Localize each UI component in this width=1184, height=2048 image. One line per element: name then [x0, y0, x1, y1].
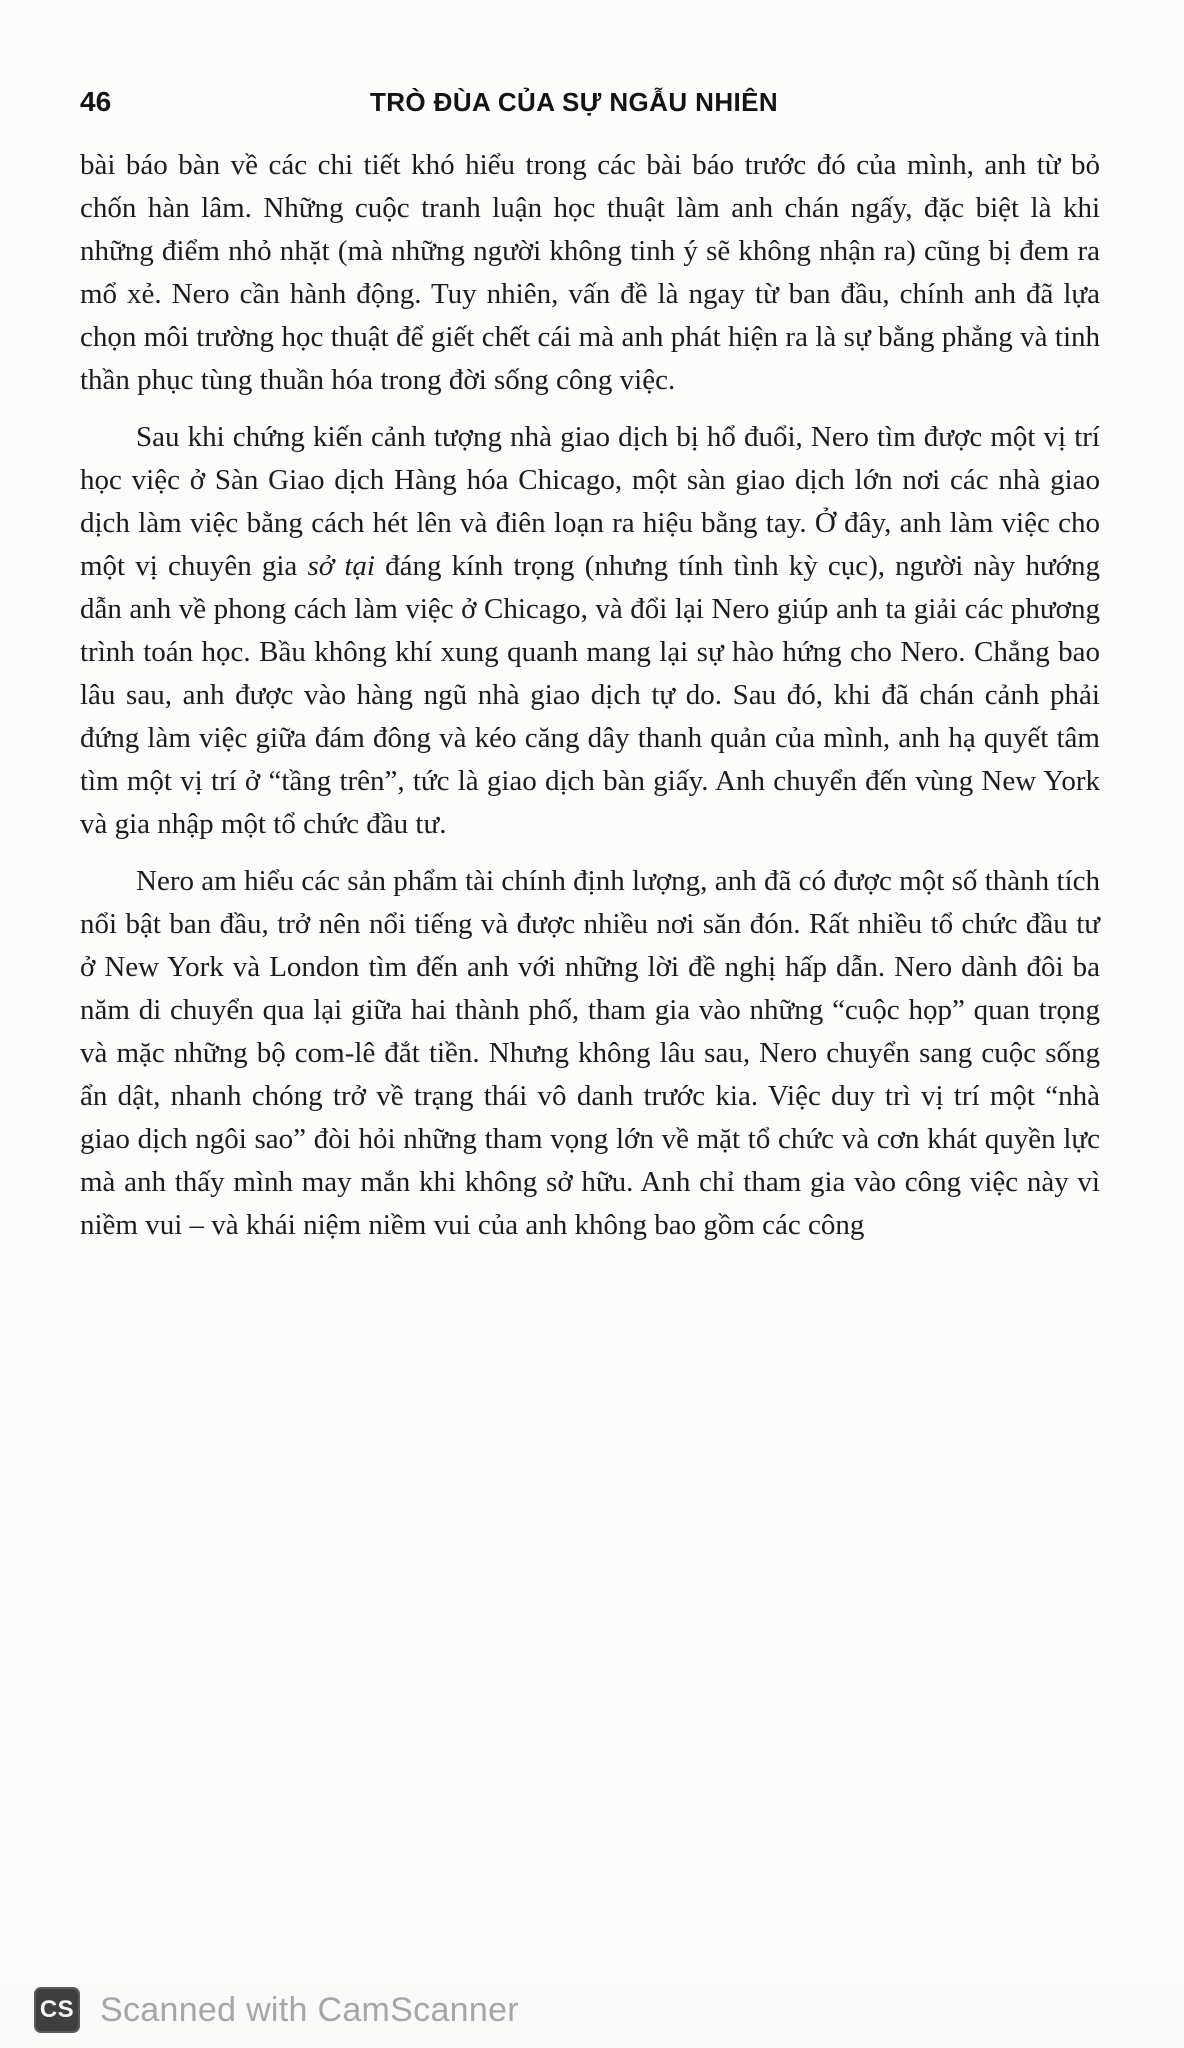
camscanner-watermark-text: Scanned with CamScanner — [100, 1990, 519, 2029]
paragraph-3-text: Nero am hiểu các sản phẩm tài chính định lượng, anh đã có được một số thành tích nổi bật ban đầu, trở nên nổi tiếng và được nhiều nơi săn đón. Rất nhiều tổ chức đầu tư ở New York và London tìm đến anh với những lời đề nghị hấp dẫn. Nero dành đôi ba năm di chuyển qua lại giữa hai thành phố, tham gia vào những “cuộc họp” quan trọng và mặc những bộ com-lê đắt tiền. Nhưng không lâu sau, Nero chuyển sang cuộc sống ẩn dật, nhanh chóng trở về trạng thái vô danh trước kia. Việc duy trì vị trí một “nhà giao dịch ngôi sao” đòi hỏi những tham vọng lớn về mặt tổ chức và cơn khát quyền lực mà anh thấy mình may mắn khi không sở hữu. Anh chỉ tham gia vào công việc này vì niềm vui – và khái niệm niềm vui của anh không bao gồm các công — [80, 865, 1100, 1241]
paragraph-3 — [80, 860, 1100, 1247]
paragraph-1 — [80, 144, 1100, 402]
paragraph-2-italic-term: sở tại — [307, 550, 375, 582]
scan-watermark-bar — [0, 1972, 1184, 2048]
camscanner-logo-icon: CS — [34, 1987, 80, 2033]
paragraph-2 — [80, 416, 1100, 846]
paragraph-1-text: bài báo bàn về các chi tiết khó hiểu trong các bài báo trước đó của mình, anh từ bỏ chốn hàn lâm. Những cuộc tranh luận học thuật làm anh chán ngấy, đặc biệt là khi những điểm nhỏ nhặt (mà những người không tinh ý sẽ không nhận ra) cũng bị đem ra mổ xẻ. Nero cần hành động. Tuy nhiên, vấn đề là ngay từ ban đầu, chính anh đã lựa chọn môi trường học thuật để giết chết cái mà anh phát hiện ra là sự bằng phẳng và tinh thần phục tùng thuần hóa trong đời sống công việc. — [80, 149, 1100, 396]
body-text — [0, 118, 1184, 1247]
page-header — [0, 0, 1184, 118]
page-number: 46 — [80, 86, 112, 117]
page-title: TRÒ ĐÙA CỦA SỰ NGẪU NHIÊN — [369, 87, 779, 117]
paragraph-2-part-1: Sau khi chứng kiến cảnh tượng nhà giao dịch bị hổ đuổi, Nero tìm được một vị trí học việc ở Sàn Giao dịch Hàng hóa Chicago, một sàn giao dịch lớn nơi các nhà giao dịch làm việc bằng cách hét lên và điên loạn ra hiệu bằng tay. Ở đây, anh làm việc cho một vị chuyên gia — [80, 421, 1100, 582]
paragraph-2-part-2: đáng kính trọng (nhưng tính tình kỳ cục), người này hướng dẫn anh về phong cách làm việc ở Chicago, và đổi lại Nero giúp anh ta giải các phương trình toán học. Bầu không khí xung quanh mang lại sự hào hứng cho Nero. Chẳng bao lâu sau, anh được vào hàng ngũ nhà giao dịch tự do. Sau đó, khi đã chán cảnh phải đứng làm việc giữa đám đông và kéo căng dây thanh quản của mình, anh hạ quyết tâm tìm một vị trí ở “tầng trên”, tức là giao dịch bàn giấy. Anh chuyển đến vùng New York và gia nhập một tổ chức đầu tư. — [80, 550, 1101, 840]
